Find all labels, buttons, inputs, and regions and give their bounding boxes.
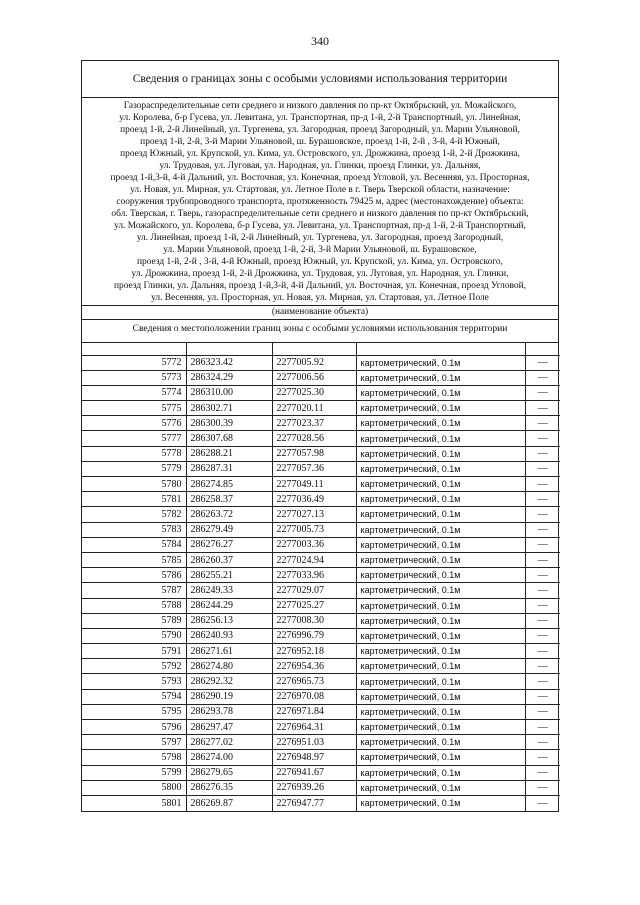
point-number: 5775 <box>82 401 186 416</box>
coord-x: 286274.85 <box>186 477 272 492</box>
determination-method: картометрический, 0.1м <box>356 477 525 492</box>
determination-method: картометрический, 0.1м <box>356 613 525 628</box>
description-line: ул. Марии Ульяновой, проезд 1-й, 2-й, 3-й Марии Ульяновой, ш. Бурашовское, <box>163 245 477 255</box>
table-spacer-row <box>82 343 560 355</box>
zone-boundary-form <box>81 60 559 812</box>
coord-x: 286271.61 <box>186 644 272 659</box>
precision-value: — <box>525 507 560 522</box>
point-number: 5788 <box>82 598 186 613</box>
determination-method: картометрический, 0.1м <box>356 507 525 522</box>
table-row <box>82 477 560 492</box>
coord-x: 286240.93 <box>186 628 272 643</box>
precision-value: — <box>525 401 560 416</box>
coord-y: 2277049.11 <box>272 477 356 492</box>
determination-method: картометрический, 0.1м <box>356 795 525 810</box>
determination-method: картометрический, 0.1м <box>356 628 525 643</box>
precision-value: — <box>525 659 560 674</box>
determination-method: картометрический, 0.1м <box>356 583 525 598</box>
coord-x: 286244.29 <box>186 598 272 613</box>
determination-method: картометрический, 0.1м <box>356 659 525 674</box>
table-row <box>82 355 560 370</box>
table-row <box>82 522 560 537</box>
table-row <box>82 613 560 628</box>
table-row <box>82 583 560 598</box>
precision-value: — <box>525 644 560 659</box>
precision-value: — <box>525 628 560 643</box>
coord-x: 286269.87 <box>186 795 272 810</box>
table-row <box>82 537 560 552</box>
determination-method: картометрический, 0.1м <box>356 522 525 537</box>
coord-x: 286256.13 <box>186 613 272 628</box>
table-row <box>82 598 560 613</box>
determination-method: картометрический, 0.1м <box>356 765 525 780</box>
precision-value: — <box>525 492 560 507</box>
coord-y: 2277028.56 <box>272 431 356 446</box>
precision-value: — <box>525 522 560 537</box>
precision-value: — <box>525 446 560 461</box>
coord-x: 286302.71 <box>186 401 272 416</box>
determination-method: картометрический, 0.1м <box>356 385 525 400</box>
determination-method: картометрический, 0.1м <box>356 598 525 613</box>
point-number: 5793 <box>82 674 186 689</box>
coord-y: 2276952.18 <box>272 644 356 659</box>
determination-method: картометрический, 0.1м <box>356 568 525 583</box>
precision-value: — <box>525 704 560 719</box>
determination-method: картометрический, 0.1м <box>356 431 525 446</box>
point-number: 5783 <box>82 522 186 537</box>
table-row <box>82 385 560 400</box>
coord-x: 286274.00 <box>186 750 272 765</box>
table-row <box>82 552 560 567</box>
point-number: 5790 <box>82 628 186 643</box>
table-row <box>82 750 560 765</box>
determination-method: картометрический, 0.1м <box>356 370 525 385</box>
precision-value: — <box>525 552 560 567</box>
point-number: 5792 <box>82 659 186 674</box>
determination-method: картометрический, 0.1м <box>356 461 525 476</box>
coord-x: 286324.29 <box>186 370 272 385</box>
precision-value: — <box>525 385 560 400</box>
coord-y: 2276939.26 <box>272 780 356 795</box>
precision-value: — <box>525 720 560 735</box>
coord-y: 2277006.56 <box>272 370 356 385</box>
coord-y: 2276964.31 <box>272 720 356 735</box>
determination-method: картометрический, 0.1м <box>356 537 525 552</box>
table-row <box>82 704 560 719</box>
coord-y: 2277005.73 <box>272 522 356 537</box>
point-number: 5797 <box>82 735 186 750</box>
table-row <box>82 446 560 461</box>
point-number: 5794 <box>82 689 186 704</box>
coord-x: 286292.32 <box>186 674 272 689</box>
precision-value: — <box>525 355 560 370</box>
description-line: обл. Тверская, г. Тверь, газораспределительные сети среднего и низкого давления по пр-кт Октябрьский, <box>111 209 529 219</box>
precision-value: — <box>525 780 560 795</box>
coord-y: 2276996.79 <box>272 628 356 643</box>
coord-y: 2277023.37 <box>272 416 356 431</box>
determination-method: картометрический, 0.1м <box>356 416 525 431</box>
coord-y: 2277033.96 <box>272 568 356 583</box>
description-line: проезд Глинки, ул. Дальняя, проезд 1-й,3-й, 4-й Дальний, ул. Восточная, ул. Конечная, проезд Угловой, <box>114 281 526 291</box>
point-number: 5799 <box>82 765 186 780</box>
precision-value: — <box>525 583 560 598</box>
point-number: 5777 <box>82 431 186 446</box>
table-row <box>82 370 560 385</box>
precision-value: — <box>525 795 560 810</box>
coord-x: 286279.49 <box>186 522 272 537</box>
table-row <box>82 431 560 446</box>
table-row <box>82 401 560 416</box>
point-number: 5800 <box>82 780 186 795</box>
determination-method: картометрический, 0.1м <box>356 492 525 507</box>
coord-y: 2277008.30 <box>272 613 356 628</box>
determination-method: картометрический, 0.1м <box>356 780 525 795</box>
precision-value: — <box>525 537 560 552</box>
object-description <box>82 98 558 306</box>
point-number: 5801 <box>82 795 186 810</box>
determination-method: картометрический, 0.1м <box>356 552 525 567</box>
description-line: ул. Весенняя, ул. Просторная, ул. Новая, ул. Мирная, ул. Стартовая, ул. Летное Поле <box>151 293 489 303</box>
point-number: 5774 <box>82 385 186 400</box>
determination-method: картометрический, 0.1м <box>356 401 525 416</box>
precision-value: — <box>525 598 560 613</box>
coord-x: 286249.33 <box>186 583 272 598</box>
table-row <box>82 461 560 476</box>
coordinates-table <box>82 343 560 811</box>
description-line: проезд 1-й,3-й, 4-й Дальний, ул. Восточная, ул. Конечная, проезд Угловой, ул. Весенняя, ул. Просторная, <box>110 173 530 183</box>
point-number: 5795 <box>82 704 186 719</box>
determination-method: картометрический, 0.1м <box>356 750 525 765</box>
coord-x: 286307.68 <box>186 431 272 446</box>
point-number: 5798 <box>82 750 186 765</box>
coord-x: 286279.65 <box>186 765 272 780</box>
determination-method: картометрический, 0.1м <box>356 446 525 461</box>
coord-x: 286276.27 <box>186 537 272 552</box>
table-row <box>82 765 560 780</box>
coord-x: 286288.21 <box>186 446 272 461</box>
coord-x: 286276.35 <box>186 780 272 795</box>
point-number: 5787 <box>82 583 186 598</box>
coord-y: 2277036.49 <box>272 492 356 507</box>
table-row <box>82 568 560 583</box>
coord-y: 2277025.30 <box>272 385 356 400</box>
precision-value: — <box>525 689 560 704</box>
coord-y: 2276941.67 <box>272 765 356 780</box>
point-number: 5791 <box>82 644 186 659</box>
coord-x: 286297.47 <box>186 720 272 735</box>
coord-x: 286263.72 <box>186 507 272 522</box>
coord-y: 2277024.94 <box>272 552 356 567</box>
page-number: 340 <box>311 34 329 48</box>
determination-method: картометрический, 0.1м <box>356 644 525 659</box>
precision-value: — <box>525 750 560 765</box>
coord-y: 2277027.13 <box>272 507 356 522</box>
precision-value: — <box>525 370 560 385</box>
precision-value: — <box>525 613 560 628</box>
coord-y: 2276947.77 <box>272 795 356 810</box>
precision-value: — <box>525 431 560 446</box>
determination-method: картометрический, 0.1м <box>356 689 525 704</box>
determination-method: картометрический, 0.1м <box>356 355 525 370</box>
precision-value: — <box>525 765 560 780</box>
table-row <box>82 735 560 750</box>
coord-x: 286310.00 <box>186 385 272 400</box>
coord-x: 286287.31 <box>186 461 272 476</box>
description-line: ул. Дрожжина, проезд 1-й, 2-й Дрожжина, ул. Трудовая, ул. Луговая, ул. Народная, ул. Глинки, <box>131 269 509 279</box>
table-row <box>82 659 560 674</box>
precision-value: — <box>525 461 560 476</box>
coord-y: 2277003.36 <box>272 537 356 552</box>
coord-y: 2277029.07 <box>272 583 356 598</box>
table-row <box>82 507 560 522</box>
coord-x: 286323.42 <box>186 355 272 370</box>
coord-y: 2276965.73 <box>272 674 356 689</box>
point-number: 5784 <box>82 537 186 552</box>
point-number: 5780 <box>82 477 186 492</box>
table-row <box>82 628 560 643</box>
precision-value: — <box>525 674 560 689</box>
point-number: 5782 <box>82 507 186 522</box>
description-line: проезд 1-й, 2-й, 3-й Марии Ульяновой, ш. Бурашовское, проезд 1-й, 2-й , 3-й, 4-й Южный, <box>140 137 500 147</box>
coord-y: 2276971.84 <box>272 704 356 719</box>
table-row <box>82 689 560 704</box>
point-number: 5781 <box>82 492 186 507</box>
description-line: ул. Королева, б-р Гусева, ул. Левитана, ул. Транспортная, пр-д 1-й, 2-й Транспортный, ул. Линейная, <box>119 113 521 123</box>
coord-y: 2276954.36 <box>272 659 356 674</box>
coord-x: 286290.19 <box>186 689 272 704</box>
coord-y: 2277020.11 <box>272 401 356 416</box>
description-line: Газораспределительные сети среднего и низкого давления по пр-кт Октябрьский, ул. Можайского, <box>123 101 517 111</box>
coord-y: 2276970.08 <box>272 689 356 704</box>
description-line: ул. Новая, ул. Мирная, ул. Стартовая, ул. Летное Поле в г. Тверь Тверской области, назначение: <box>130 185 510 195</box>
coord-x: 286260.37 <box>186 552 272 567</box>
description-line: проезд 1-й, 2-й Линейный, ул. Тургенева, ул. Загородная, проезд Загородный, ул. Марии Ульяновой, <box>120 125 520 135</box>
table-row <box>82 644 560 659</box>
table-row <box>82 416 560 431</box>
description-line: ул. Трудовая, ул. Луговая, ул. Народная, ул. Глинки, проезд Глинки, ул. Дальняя, <box>159 161 481 171</box>
coord-y: 2277057.36 <box>272 461 356 476</box>
precision-value: — <box>525 568 560 583</box>
object-name-caption: (наименование объекта) <box>82 306 558 320</box>
coord-y: 2277005.92 <box>272 355 356 370</box>
point-number: 5773 <box>82 370 186 385</box>
description-line: ул. Можайского, ул. Королева, б-р Гусева, ул. Левитана, ул. Транспортная, пр-д 1-й, 2-й Транспортный, <box>114 221 526 231</box>
description-line: проезд Южный, ул. Крупской, ул. Кима, ул. Островского, ул. Дрожжина, проезд 1-й, 2-й Дрожжина, <box>120 149 520 159</box>
table-row <box>82 795 560 810</box>
coord-y: 2277057.98 <box>272 446 356 461</box>
determination-method: картометрический, 0.1м <box>356 720 525 735</box>
form-title: Сведения о границах зоны с особыми условиями использования территории <box>82 61 558 98</box>
point-number: 5778 <box>82 446 186 461</box>
table-row <box>82 720 560 735</box>
description-line: ул. Линейная, проезд 1-й, 2-й Линейный, ул. Тургенева, ул. Загородная, проезд Загородный, <box>136 233 504 243</box>
precision-value: — <box>525 416 560 431</box>
coord-x: 286258.37 <box>186 492 272 507</box>
table-row <box>82 674 560 689</box>
description-line: проезд 1-й, 2-й , 3-й, 4-й Южный, проезд Южный, ул. Крупской, ул. Кима, ул. Островского, <box>137 257 503 267</box>
determination-method: картометрический, 0.1м <box>356 674 525 689</box>
table-row <box>82 780 560 795</box>
description-line: сооружения трубопроводного транспорта, протяженность 79425 м, адрес (местонахождение) объекта: <box>116 197 524 207</box>
location-section-title: Сведения о местоположении границ зоны с особыми условиями использования территории <box>82 320 558 343</box>
coord-x: 286255.21 <box>186 568 272 583</box>
coord-x: 286274.80 <box>186 659 272 674</box>
table-row <box>82 492 560 507</box>
coord-x: 286300.39 <box>186 416 272 431</box>
point-number: 5779 <box>82 461 186 476</box>
determination-method: картометрический, 0.1м <box>356 704 525 719</box>
point-number: 5789 <box>82 613 186 628</box>
point-number: 5776 <box>82 416 186 431</box>
determination-method: картометрический, 0.1м <box>356 735 525 750</box>
point-number: 5785 <box>82 552 186 567</box>
point-number: 5772 <box>82 355 186 370</box>
precision-value: — <box>525 477 560 492</box>
coord-y: 2276951.03 <box>272 735 356 750</box>
precision-value: — <box>525 735 560 750</box>
coord-y: 2276948.97 <box>272 750 356 765</box>
point-number: 5786 <box>82 568 186 583</box>
coord-x: 286293.78 <box>186 704 272 719</box>
coord-y: 2277025.27 <box>272 598 356 613</box>
coord-x: 286277.02 <box>186 735 272 750</box>
point-number: 5796 <box>82 720 186 735</box>
